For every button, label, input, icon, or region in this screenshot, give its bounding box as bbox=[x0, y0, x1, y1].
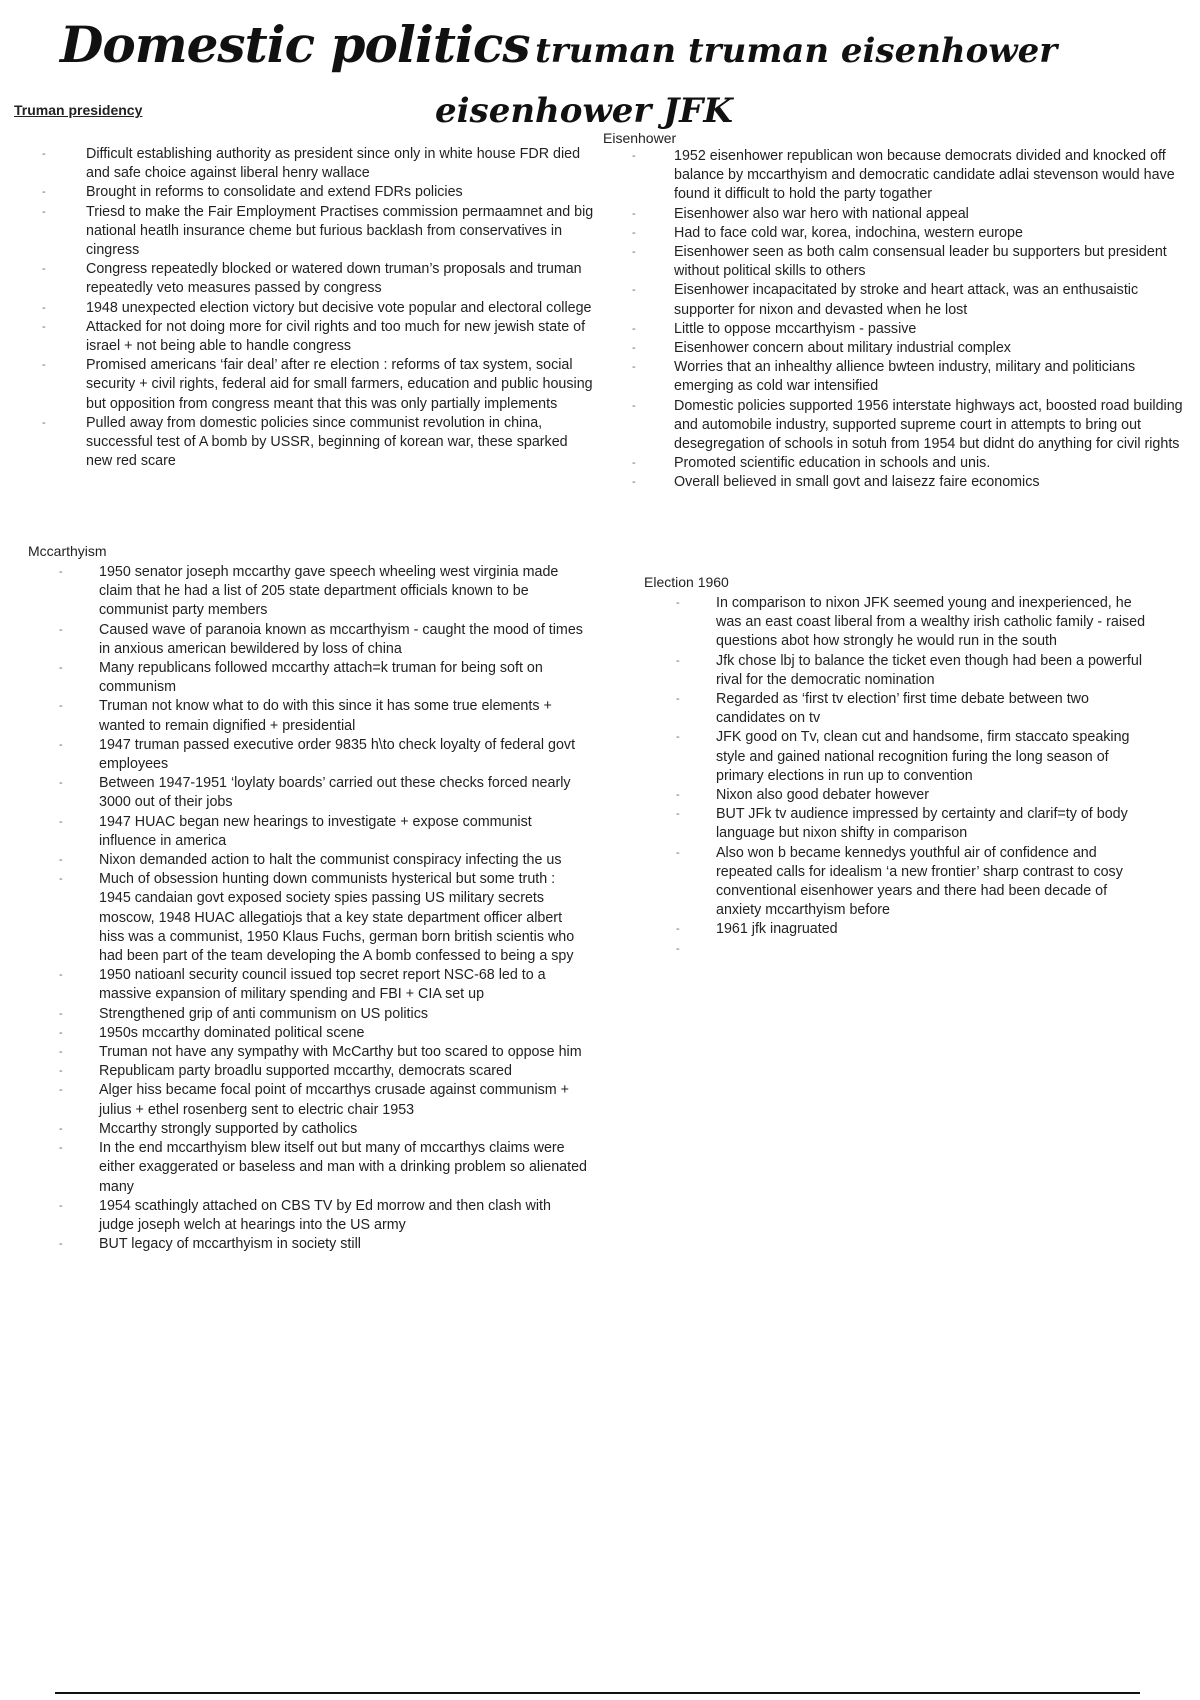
bullet-dash-icon: - bbox=[59, 1007, 63, 1020]
mccarthyism-item-text: Alger hiss became focal point of mccarthys crusade against communism + julius + ethel rosenberg sent to electric chair 1953 bbox=[99, 1082, 570, 1118]
election-1960-item bbox=[676, 652, 1156, 690]
eisenhower-item-text: Domestic policies supported 1956 interstate highways act, boosted road building and automobile industry, supported supreme court in attempts to bring out desegregation of schools in sotuh from 1954 but didnt do anything for civil rights bbox=[674, 397, 1183, 453]
bullet-dash-icon: - bbox=[42, 320, 46, 333]
election-1960-item-text: BUT JFk tv audience impressed by certainty and clarif=ty of body language but nixon shifty in comparison bbox=[716, 806, 1128, 842]
eisenhower-item-text: Overall believed in small govt and laisezz faire economics bbox=[674, 474, 1040, 491]
mccarthyism-item bbox=[59, 1081, 589, 1119]
mccarthyism-item bbox=[59, 1043, 589, 1062]
mccarthyism-item-text: Nixon demanded action to halt the communist conspiracy infecting the us bbox=[99, 852, 562, 869]
mccarthyism-item bbox=[59, 736, 589, 774]
election-1960-item-text: Also won b became kennedys youthful air of confidence and repeated calls for idealism ‘a new frontier’ sharp contrast to cosy conventional eisenhower years and there had been decade of anxiety mccarthyism before bbox=[716, 844, 1123, 919]
election-1960-item bbox=[676, 594, 1156, 652]
election-1960-list bbox=[676, 594, 1156, 959]
truman-list bbox=[42, 145, 596, 471]
eisenhower-item-text: Had to face cold war, korea, indochina, western europe bbox=[674, 224, 1023, 241]
truman-item bbox=[42, 203, 596, 261]
bullet-dash-icon: - bbox=[59, 1122, 63, 1135]
mccarthyism-item bbox=[59, 1197, 589, 1235]
truman-item bbox=[42, 356, 596, 414]
mccarthyism-item-text: Strengthened grip of anti communism on US politics bbox=[99, 1005, 428, 1022]
mccarthyism-item bbox=[59, 621, 589, 659]
bullet-dash-icon: - bbox=[59, 969, 63, 982]
mccarthyism-item-text: Truman not know what to do with this since it has some true elements + wanted to remain dignified + presidential bbox=[99, 698, 552, 734]
bullet-dash-icon: - bbox=[59, 1046, 63, 1059]
mccarthyism-item bbox=[59, 1005, 589, 1024]
eisenhower-item-text: Eisenhower incapacitated by stroke and heart attack, was an enthusaistic supporter for nixon and devasted when he lost bbox=[674, 282, 1139, 318]
bullet-dash-icon: - bbox=[676, 846, 680, 859]
mccarthyism-item-text: In the end mccarthyism blew itself out but many of mccarthys claims were either exaggerated or baseless and man with a drinking problem so alienated many bbox=[99, 1140, 587, 1195]
bullet-dash-icon: - bbox=[59, 738, 63, 751]
bullet-dash-icon: - bbox=[676, 942, 680, 955]
truman-item-text: Attacked for not doing more for civil rights and too much for new jewish state of israel + not being able to handle congress bbox=[86, 318, 586, 355]
truman-heading: Truman presidency bbox=[14, 102, 143, 118]
mccarthyism-item bbox=[59, 870, 589, 966]
election-1960-item-text: 1961 jfk inagruated bbox=[716, 921, 838, 938]
mccarthyism-item-text: Mccarthy strongly supported by catholics bbox=[99, 1120, 358, 1137]
bullet-dash-icon: - bbox=[59, 777, 63, 790]
mccarthyism-item bbox=[59, 1139, 589, 1197]
truman-item bbox=[42, 183, 596, 202]
bullet-dash-icon: - bbox=[676, 731, 680, 744]
mccarthyism-item bbox=[59, 563, 589, 621]
election-1960-item bbox=[676, 920, 1156, 939]
eisenhower-item bbox=[632, 358, 1194, 396]
bullet-dash-icon: - bbox=[632, 457, 636, 470]
eisenhower-item bbox=[632, 224, 1194, 243]
truman-item-text: Difficult establishing authority as president since only in white house FDR died and safe choice against liberal henry wallace bbox=[86, 146, 581, 182]
bullet-dash-icon: - bbox=[59, 815, 63, 828]
mccarthyism-item-text: Truman not have any sympathy with McCarthy but too scared to oppose him bbox=[99, 1044, 582, 1061]
mccarthyism-item bbox=[59, 659, 589, 697]
truman-item-text: 1948 unexpected election victory but decisive vote popular and electoral college bbox=[86, 299, 592, 316]
mccarthyism-item-text: 1950 senator joseph mccarthy gave speech wheeling west virginia made claim that he had a list of 205 state department officials known to be communist party members bbox=[99, 564, 559, 619]
election-1960-item bbox=[676, 805, 1156, 843]
mccarthyism-item-text: 1954 scathingly attached on CBS TV by Ed morrow and then clash with judge joseph welch at hearings into the US army bbox=[99, 1197, 551, 1233]
truman-item bbox=[42, 299, 596, 318]
mccarthyism-item-text: Republicam party broadlu supported mccarthy, democrats scared bbox=[99, 1063, 512, 1080]
bullet-dash-icon: - bbox=[59, 662, 63, 675]
bullet-dash-icon: - bbox=[59, 623, 63, 636]
truman-item bbox=[42, 145, 596, 183]
bullet-dash-icon: - bbox=[59, 1142, 63, 1155]
election-1960-item bbox=[676, 786, 1156, 805]
mccarthyism-item bbox=[59, 813, 589, 851]
bullet-dash-icon: - bbox=[59, 1238, 63, 1251]
bullet-dash-icon: - bbox=[632, 322, 636, 335]
eisenhower-item bbox=[632, 473, 1194, 492]
bullet-dash-icon: - bbox=[59, 1084, 63, 1097]
mccarthyism-heading: Mccarthyism bbox=[28, 543, 107, 559]
election-1960-item-text: JFK good on Tv, clean cut and handsome, firm staccato speaking style and gained national recognition furing the long season of primary elections in run up to convention bbox=[716, 729, 1130, 784]
bullet-dash-icon: - bbox=[42, 359, 46, 372]
bullet-dash-icon: - bbox=[42, 416, 46, 429]
eisenhower-heading: Eisenhower bbox=[603, 130, 677, 146]
truman-item-text: Triesd to make the Fair Employment Practises commission permaamnet and big national heatlh insurance cheme but furious backlash from conservatives in cingress bbox=[86, 203, 594, 259]
bullet-dash-icon: - bbox=[632, 476, 636, 489]
bullet-dash-icon: - bbox=[632, 399, 636, 412]
eisenhower-item-text: Eisenhower seen as both calm consensual leader bu supporters but president without political skills to others bbox=[674, 244, 1167, 280]
bullet-dash-icon: - bbox=[632, 284, 636, 297]
bullet-dash-icon: - bbox=[676, 597, 680, 609]
bullet-dash-icon: - bbox=[42, 148, 46, 160]
mccarthyism-item-text: 1950 natioanl security council issued top secret report NSC-68 led to a massive expansion of military spending and FBI + CIA set up bbox=[99, 967, 546, 1003]
mccarthyism-item-text: 1950s mccarthy dominated political scene bbox=[99, 1024, 365, 1041]
bullet-dash-icon: - bbox=[59, 700, 63, 713]
truman-item-text: Brought in reforms to consolidate and extend FDRs policies bbox=[86, 184, 463, 201]
bullet-dash-icon: - bbox=[632, 207, 636, 220]
eisenhower-item bbox=[632, 281, 1194, 319]
title-sub-line1: truman truman eisenhower bbox=[535, 31, 1058, 71]
truman-item-text: Pulled away from domestic policies since communist revolution in china, successful test of A bomb by USSR, beginning of korean war, these sparked new red scare bbox=[86, 414, 568, 470]
eisenhower-item-text: Little to oppose mccarthyism - passive bbox=[674, 320, 917, 337]
page-title bbox=[60, 15, 1160, 138]
mccarthyism-item bbox=[59, 1062, 589, 1081]
eisenhower-item bbox=[632, 339, 1194, 358]
mccarthyism-item bbox=[59, 697, 589, 735]
truman-item bbox=[42, 318, 596, 356]
mccarthyism-list bbox=[59, 563, 589, 1254]
eisenhower-item-text: Worries that an inhealthy allience bwteen industry, military and politicians emerging as cold war intensified bbox=[674, 359, 1136, 395]
truman-item-text: Congress repeatedly blocked or watered down truman’s proposals and truman repeatedly veto measures passed by congress bbox=[86, 261, 582, 297]
election-1960-item bbox=[676, 844, 1156, 921]
mccarthyism-item bbox=[59, 1024, 589, 1043]
bullet-dash-icon: - bbox=[42, 263, 46, 276]
bullet-dash-icon: - bbox=[632, 246, 636, 259]
mccarthyism-item-text: Caused wave of paranoia known as mccarthyism - caught the mood of times in anxious american bewildered by loss of china bbox=[99, 621, 583, 657]
eisenhower-item-text: Eisenhower concern about military industrial complex bbox=[674, 340, 1011, 357]
bullet-dash-icon: - bbox=[632, 150, 636, 162]
bullet-dash-icon: - bbox=[632, 361, 636, 374]
mccarthyism-item-text: Many republicans followed mccarthy attach=k truman for being soft on communism bbox=[99, 660, 543, 696]
bullet-dash-icon: - bbox=[676, 923, 680, 936]
bullet-dash-icon: - bbox=[632, 226, 636, 239]
eisenhower-item bbox=[632, 243, 1194, 281]
election-1960-item-text: Regarded as ‘first tv election’ first time debate between two candidates on tv bbox=[716, 691, 1089, 727]
bullet-dash-icon: - bbox=[59, 873, 63, 886]
bullet-dash-icon: - bbox=[59, 1065, 63, 1078]
bullet-dash-icon: - bbox=[676, 693, 680, 706]
mccarthyism-item bbox=[59, 774, 589, 812]
mccarthyism-item bbox=[59, 1120, 589, 1139]
election-1960-item-text: Jfk chose lbj to balance the ticket even though had been a powerful rival for the democratic nomination bbox=[716, 652, 1143, 688]
bullet-dash-icon: - bbox=[42, 301, 46, 314]
eisenhower-item-text: Eisenhower also war hero with national appeal bbox=[674, 205, 969, 222]
election-1960-item bbox=[676, 690, 1156, 728]
bullet-dash-icon: - bbox=[676, 808, 680, 821]
truman-item bbox=[42, 260, 596, 298]
truman-item bbox=[42, 414, 596, 472]
mccarthyism-item-text: Much of obsession hunting down communists hysterical but some truth : 1945 candaian govt exposed society spies passing US military secrets moscow, 1948 HUAC allegatiojs that a key state department officer albert hiss was a communist, 1950 Klaus Fuchs, german born british scientis who had been part of the team developing the A bomb confessed to being a spy bbox=[99, 871, 575, 965]
eisenhower-item bbox=[632, 147, 1194, 205]
election-1960-heading: Election 1960 bbox=[644, 574, 729, 590]
mccarthyism-item-text: 1947 HUAC began new hearings to investigate + expose communist influence in america bbox=[99, 813, 532, 849]
mccarthyism-item bbox=[59, 966, 589, 1004]
title-sub-line2: eisenhower JFK bbox=[435, 91, 733, 131]
title-main: Domestic politics bbox=[60, 15, 530, 74]
mccarthyism-item bbox=[59, 1235, 589, 1254]
election-1960-item-text: Nixon also good debater however bbox=[716, 787, 930, 804]
election-1960-item-text: In comparison to nixon JFK seemed young and inexperienced, he was an east coast liberal from a wealthy irish catholic family - raised questions abot how strongly he would run in the south bbox=[716, 595, 1146, 650]
eisenhower-item bbox=[632, 205, 1194, 224]
bullet-dash-icon: - bbox=[632, 342, 636, 355]
eisenhower-item-text: Promoted scientific education in schools and unis. bbox=[674, 455, 991, 472]
bullet-dash-icon: - bbox=[676, 654, 680, 667]
eisenhower-item bbox=[632, 397, 1194, 455]
bullet-dash-icon: - bbox=[59, 566, 63, 578]
bullet-dash-icon: - bbox=[59, 854, 63, 867]
bullet-dash-icon: - bbox=[59, 1199, 63, 1212]
eisenhower-item bbox=[632, 320, 1194, 339]
bullet-dash-icon: - bbox=[42, 205, 46, 218]
mccarthyism-item-text: BUT legacy of mccarthyism in society still bbox=[99, 1236, 361, 1253]
eisenhower-item bbox=[632, 454, 1194, 473]
mccarthyism-item-text: 1947 truman passed executive order 9835 h\to check loyalty of federal govt employees bbox=[99, 736, 576, 773]
bullet-dash-icon: - bbox=[59, 1026, 63, 1039]
eisenhower-list bbox=[632, 147, 1194, 493]
bullet-dash-icon: - bbox=[676, 789, 680, 802]
mccarthyism-item-text: Between 1947-1951 ‘loylaty boards’ carried out these checks forced nearly 3000 out of their jobs bbox=[99, 775, 571, 811]
eisenhower-item-text: 1952 eisenhower republican won because democrats divided and knocked off balance by mccarthyism and democratic candidate adlai stevenson would have found it difficult to hold the party togather bbox=[674, 148, 1175, 203]
election-1960-item bbox=[676, 940, 1156, 959]
truman-item-text: Promised americans ‘fair deal’ after re election : reforms of tax system, social security + civil rights, federal aid for small farmers, education and public housing but opposition from congress meant that this was only partially implements bbox=[86, 357, 593, 412]
election-1960-item bbox=[676, 728, 1156, 786]
footer-rule bbox=[55, 1692, 1140, 1694]
bullet-dash-icon: - bbox=[42, 186, 46, 199]
mccarthyism-item bbox=[59, 851, 589, 870]
